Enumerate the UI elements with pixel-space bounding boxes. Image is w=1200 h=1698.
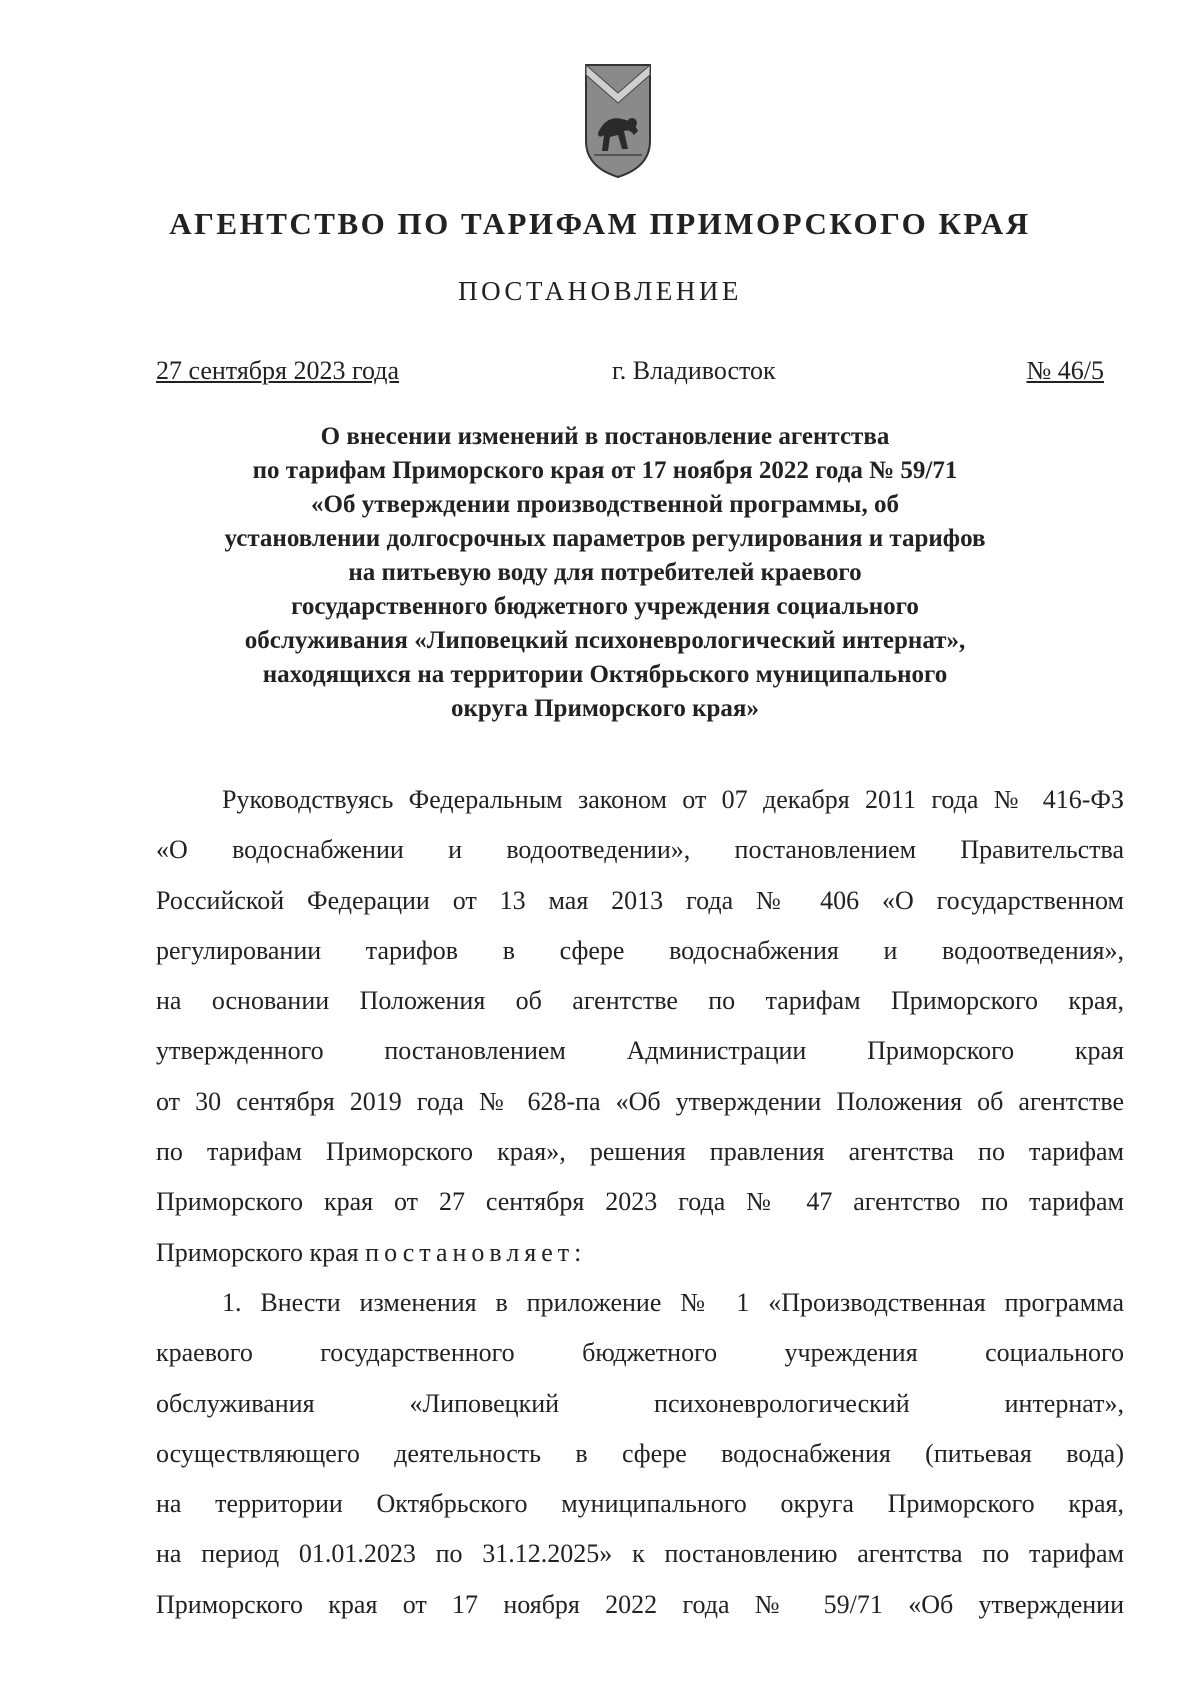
body-line: утвержденного постановлением Администрации Приморского края: [156, 1036, 1124, 1066]
document-type: ПОСТАНОВЛЕНИЕ: [458, 276, 742, 306]
body-line: 1. Внести изменения в приложение № 1 «Производственная программа: [222, 1287, 1124, 1317]
heading-line: «Об утверждении производственной программы, об: [311, 491, 899, 518]
body-line: Руководствуясь Федеральным законом от 07 декабря 2011 года № 416-ФЗ: [222, 785, 1124, 814]
agency-title: АГЕНТСТВО ПО ТАРИФАМ ПРИМОРСКОГО КРАЯ: [169, 206, 1031, 241]
coat-of-arms-icon: [584, 63, 652, 179]
heading-line: обслуживания «Липовецкий психоневрологический интернат»,: [244, 627, 966, 654]
heading-line: государственного бюджетного учреждения социального: [291, 593, 919, 620]
body-line: по тарифам Приморского края», решения правления агентства по тарифам: [156, 1137, 1124, 1167]
heading-line: округа Приморского края»: [451, 695, 759, 722]
document-heading: [150, 420, 1060, 726]
heading-line: на питьевую воду для потребителей краевого: [348, 559, 862, 586]
heading-line: по тарифам Приморского края от 17 ноября 2022 года № 59/71: [252, 457, 958, 484]
body-line: Приморского края: [156, 1237, 359, 1267]
body-line: регулировании тарифов в сфере водоснабжения и водоотведения»,: [156, 935, 1124, 965]
body-line: «О водоснабжении и водоотведении», постановлением Правительства: [156, 835, 1124, 865]
body-line: обслуживания «Липовецкий психоневрологический интернат»,: [156, 1388, 1124, 1418]
document-date: 27 сентября 2023 года: [156, 356, 400, 385]
body-line: на основании Положения об агентстве по тарифам Приморского края,: [156, 986, 1124, 1016]
body-line: Приморского края от 17 ноября 2022 года № 59/71 «Об утверждении: [156, 1589, 1124, 1619]
body-line-decree: [156, 1228, 1124, 1278]
body-line: Приморского края от 27 сентября 2023 года № 47 агентство по тарифам: [156, 1187, 1124, 1217]
decree-word: постановляет:: [365, 1237, 587, 1267]
document-body: [156, 775, 1124, 1630]
body-line: краевого государственного бюджетного учреждения социального: [156, 1338, 1124, 1368]
heading-line: О внесении изменений в постановление агентства: [320, 423, 890, 450]
body-line: на период 01.01.2023 по 31.12.2025» к постановлению агентства по тарифам: [156, 1539, 1124, 1569]
body-line: на территории Октябрьского муниципального округа Приморского края,: [156, 1489, 1124, 1519]
document-city: г. Владивосток: [612, 356, 776, 385]
heading-line: находящихся на территории Октябрьского муниципального: [262, 661, 948, 688]
document-number: № 46/5: [1026, 356, 1104, 385]
body-line: осуществляющего деятельность в сфере водоснабжения (питьевая вода): [156, 1438, 1124, 1468]
body-line: от 30 сентября 2019 года № 628-па «Об утверждении Положения об агентстве: [156, 1086, 1124, 1116]
body-line: Российской Федерации от 13 мая 2013 года № 406 «О государственном: [156, 885, 1124, 915]
heading-line: установлении долгосрочных параметров регулирования и тарифов: [224, 525, 986, 552]
